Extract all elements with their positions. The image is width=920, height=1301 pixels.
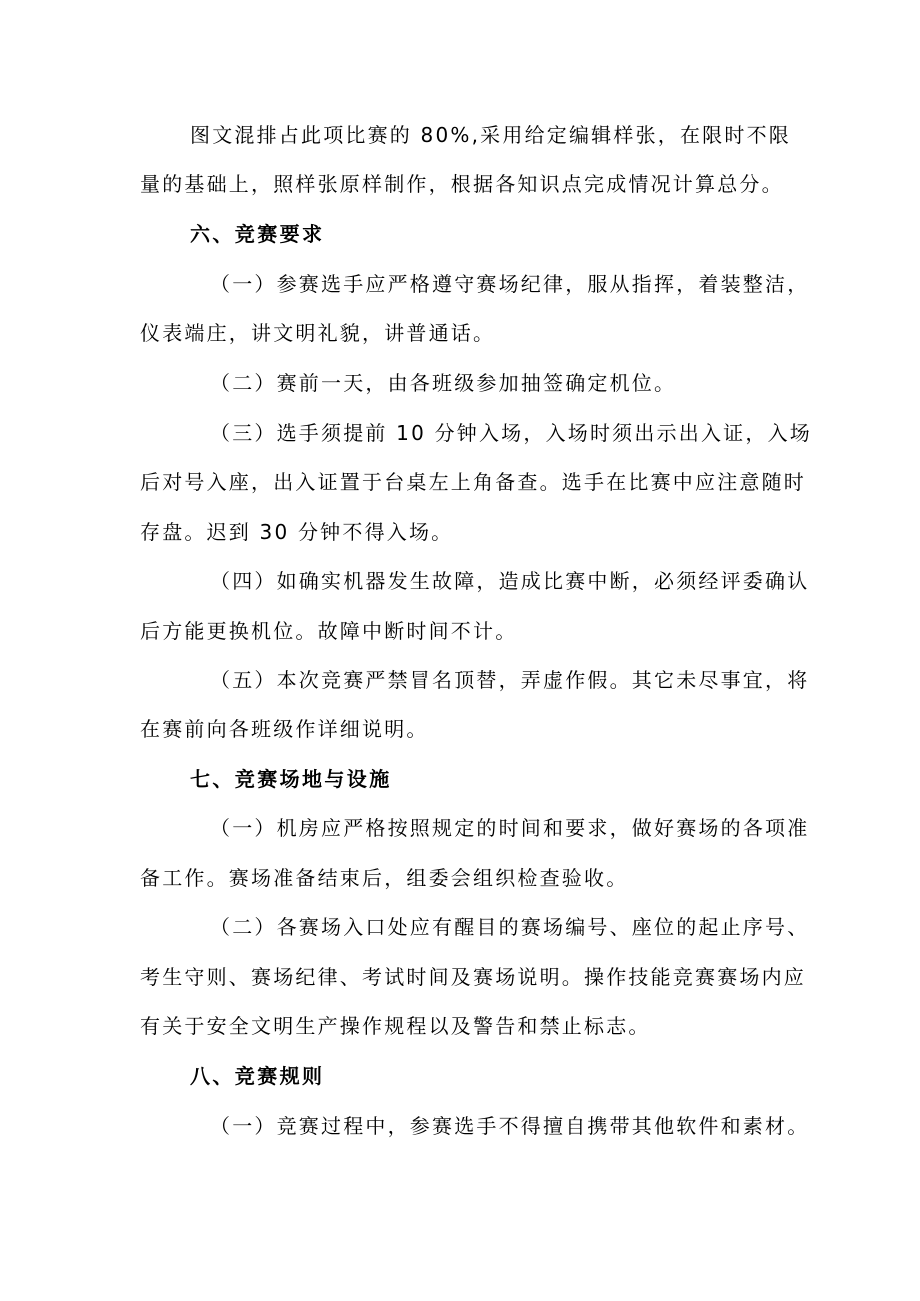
section-heading-requirements: 六、竞赛要求: [190, 222, 325, 246]
paragraph-line: 备工作。赛场准备结束后，组委会组织检查验收。: [140, 866, 629, 890]
paragraph-line: （一）机房应严格按照规定的时间和要求，做好赛场的各项准: [210, 816, 810, 840]
paragraph-line: 存盘。迟到 30 分钟不得入场。: [140, 520, 454, 544]
paragraph-line: （二）各赛场入口处应有醒目的赛场编号、座位的起止序号、: [210, 915, 810, 939]
paragraph-line: （三）选手须提前 10 分钟入场，入场时须出示出入证，入场: [210, 421, 812, 445]
paragraph-line: （四）如确实机器发生故障，造成比赛中断，必须经评委确认: [210, 569, 810, 593]
paragraph-line: 量的基础上，照样张原样制作，根据各知识点完成情况计算总分。: [140, 172, 784, 196]
paragraph-line: 图文混排占此项比赛的 80%,采用给定编辑样张，在限时不限: [190, 123, 791, 147]
paragraph-line: （一）参赛选手应严格遵守赛场纪律，服从指挥，着装整洁，: [210, 272, 810, 296]
paragraph-line: 有关于安全文明生产操作规程以及警告和禁止标志。: [140, 1014, 651, 1038]
section-heading-rules: 八、竞赛规则: [190, 1064, 325, 1088]
paragraph-line: （五）本次竞赛严禁冒名顶替，弄虚作假。其它未尽事宜，将: [210, 668, 810, 692]
paragraph-line: 在赛前向各班级作详细说明。: [140, 717, 429, 741]
section-heading-venue: 七、竞赛场地与设施: [190, 767, 392, 791]
paragraph-line: （二）赛前一天，由各班级参加抽签确定机位。: [210, 371, 677, 395]
paragraph-line: 后对号入座，出入证置于台桌左上角备查。选手在比赛中应注意随时: [140, 470, 806, 494]
paragraph-line: 仪表端庄，讲文明礼貌，讲普通话。: [140, 321, 496, 345]
paragraph-line: 考生守则、赛场纪律、考试时间及赛场说明。操作技能竞赛赛场内应: [140, 965, 806, 989]
paragraph-line: 后方能更换机位。故障中断时间不计。: [140, 619, 518, 643]
paragraph-line: （一）竞赛过程中，参赛选手不得擅自携带其他软件和素材。: [210, 1114, 810, 1138]
